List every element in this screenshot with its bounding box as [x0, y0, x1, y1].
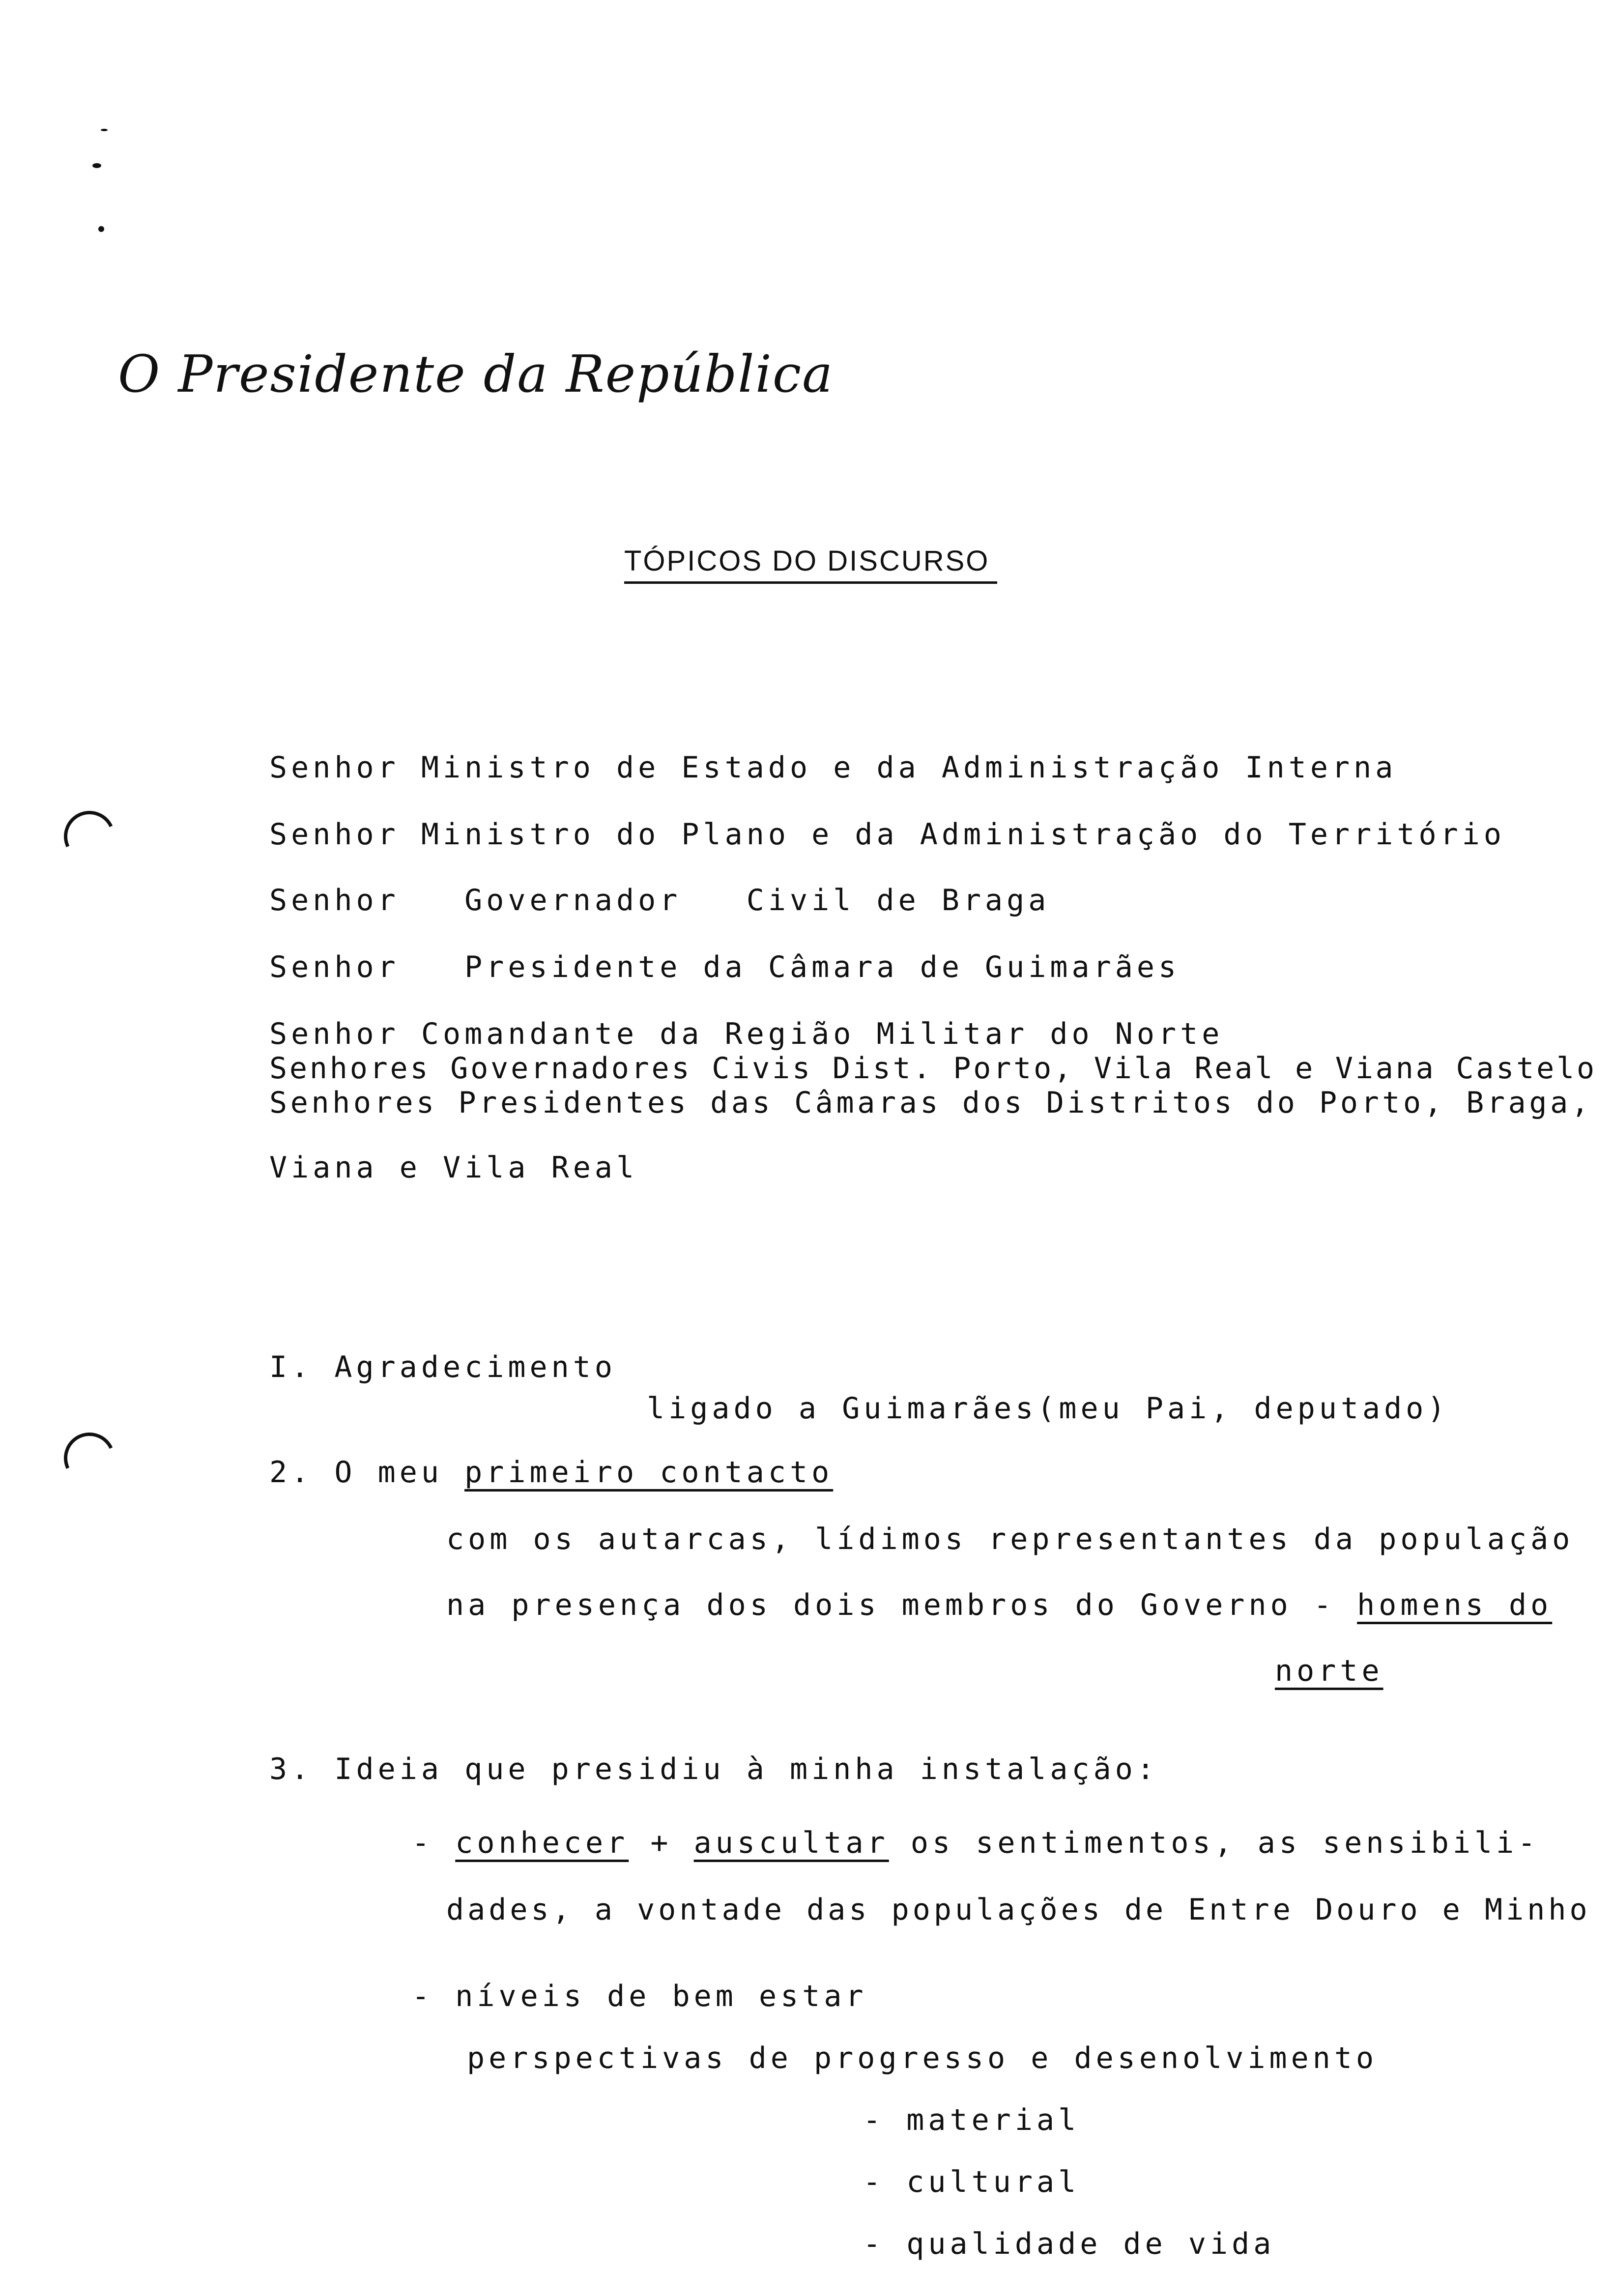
letterhead: O Presidente da República — [118, 344, 834, 404]
underlined-phrase: primeiro contacto — [464, 1455, 834, 1490]
topic-heading: 3. Ideia que presidiu à minha instalação: — [269, 1752, 1159, 1786]
scan-mark — [92, 163, 101, 168]
scan-mark — [101, 129, 108, 131]
underlined-phrase: homens do — [1357, 1588, 1553, 1622]
salutation-line: Senhores Governadores Civis Dist. Porto, Vila Real e Viana Castelo — [269, 1051, 1597, 1086]
list-item: - cultural — [863, 2165, 1080, 2199]
salutation-line: Senhor Ministro do Plano e da Administração do Território — [269, 817, 1506, 852]
bullet-line: - níveis de bem estar — [412, 1979, 867, 2013]
bullet-text: + — [629, 1826, 694, 1860]
underlined-phrase: auscultar — [693, 1826, 889, 1860]
topic-detail-text: na presença dos dois membros do Governo - — [446, 1588, 1357, 1622]
salutation-line: Senhores Presidentes das Câmaras dos Distritos do Porto, Braga, — [269, 1086, 1592, 1120]
topic-detail: ligado a Guimarães(meu Pai, deputado) — [647, 1391, 1449, 1426]
salutation-line: Viana e Vila Real — [269, 1150, 638, 1185]
topic-detail — [446, 1590, 1552, 1620]
salutation-line: Senhor Comandante da Região Militar do Norte — [269, 1017, 1224, 1051]
salutation-line: Senhor Presidente da Câmara de Guimarães — [269, 950, 1180, 984]
salutation-line: Senhor Governador Civil de Braga — [269, 883, 1050, 918]
list-item: - qualidade de vida — [863, 2227, 1275, 2261]
bullet-line: dades, a vontade das populações de Entre Douro e Minho — [446, 1893, 1591, 1927]
topic-heading — [269, 1455, 834, 1490]
bullet-dash: - — [412, 1826, 434, 1860]
topic-detail: com os autarcas, lídimos representantes da população — [446, 1522, 1574, 1556]
bullet-text: os sentimentos, as sensibili- — [889, 1826, 1540, 1860]
bullet-line: perspectivas de progresso e desenolvimento — [467, 2041, 1378, 2075]
topic-heading-prefix: 2. O meu — [269, 1455, 465, 1490]
salutation-line: Senhor Ministro de Estado e da Administração Interna — [269, 750, 1397, 785]
scan-mark — [98, 226, 104, 232]
underlined-phrase: conhecer — [455, 1826, 629, 1860]
page-title: TÓPICOS DO DISCURSO — [624, 545, 997, 584]
punch-hole-mark — [57, 1425, 122, 1491]
list-item: - material — [863, 2103, 1080, 2137]
underlined-phrase: norte — [1275, 1654, 1383, 1688]
punch-hole-mark — [57, 804, 122, 869]
topic-heading: I. Agradecimento — [269, 1350, 616, 1384]
bullet-line — [412, 1828, 1539, 1858]
